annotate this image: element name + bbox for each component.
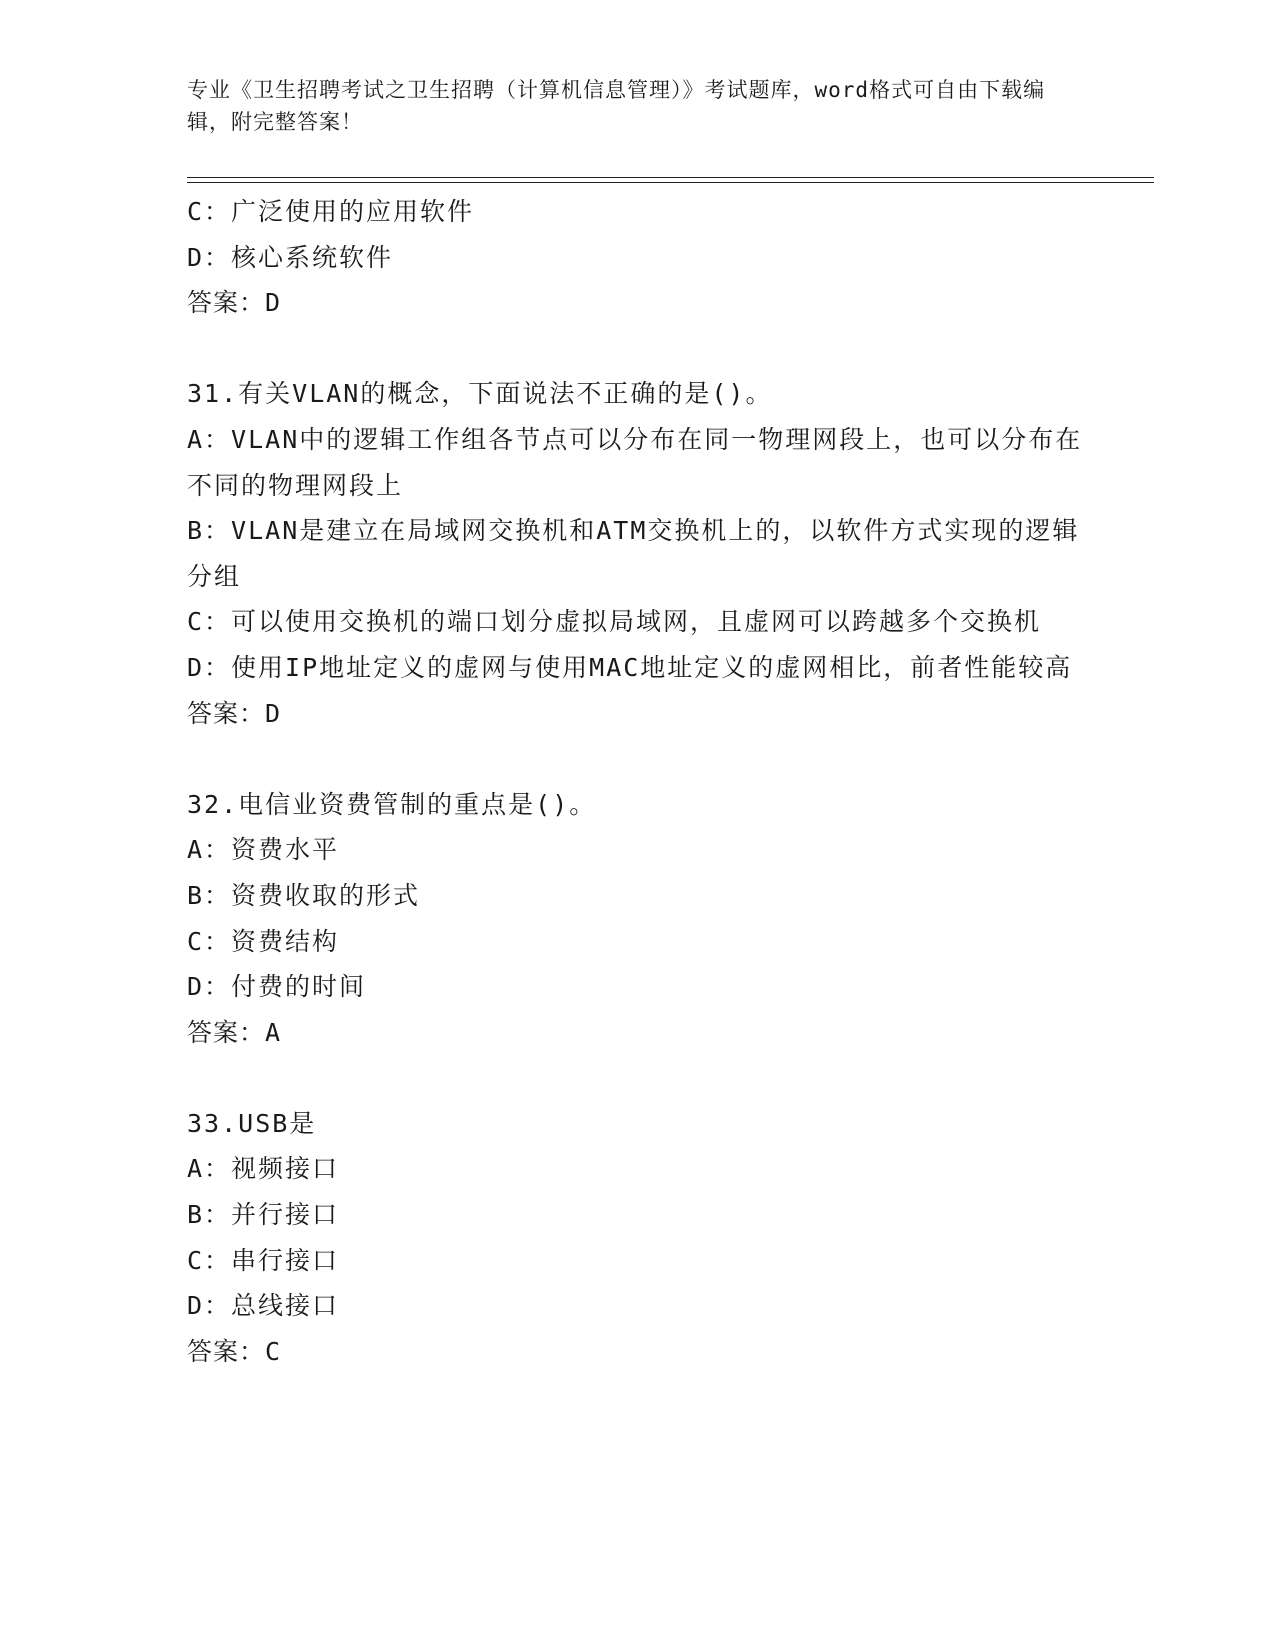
option-a: A：VLAN中的逻辑工作组各节点可以分布在同一物理网段上，也可以分布在不同的物理网段上: [187, 424, 1083, 500]
spacer: [187, 1055, 1087, 1101]
question-32: [187, 782, 1087, 1056]
question-text: 31.有关VLAN的概念，下面说法不正确的是()。: [187, 379, 773, 409]
answer: 答案：A: [187, 1017, 282, 1047]
question-31: [187, 371, 1087, 736]
answer: 答案：C: [187, 1336, 282, 1366]
option-d: D：核心系统软件: [187, 242, 394, 272]
question-33: [187, 1101, 1087, 1375]
option-d: D：总线接口: [187, 1291, 340, 1321]
spacer: [187, 326, 1087, 372]
option-c: C：资费结构: [187, 926, 340, 956]
option-c: C：串行接口: [187, 1245, 340, 1275]
header-intro-text: 专业《卫生招聘考试之卫生招聘（计算机信息管理）》考试题库，word格式可自由下载编辑，附完整答案！: [187, 78, 1046, 134]
option-d: D：使用IP地址定义的虚网与使用MAC地址定义的虚网相比，前者性能较高: [187, 652, 1073, 682]
option-d: D：付费的时间: [187, 972, 367, 1002]
option-b: B：资费收取的形式: [187, 880, 421, 910]
option-a: A：视频接口: [187, 1154, 340, 1184]
document-header: [187, 74, 1077, 138]
header-divider-bottom: [187, 182, 1154, 183]
header-divider-top: [187, 177, 1154, 178]
question-text: 32.电信业资费管制的重点是()。: [187, 789, 597, 819]
answer: 答案：D: [187, 288, 282, 318]
question-30-tail: [187, 189, 1087, 326]
option-a: A：资费水平: [187, 835, 340, 865]
option-c: C：广泛使用的应用软件: [187, 197, 475, 226]
question-text: 33.USB是: [187, 1108, 317, 1138]
answer: 答案：D: [187, 698, 282, 728]
option-b: B：VLAN是建立在局域网交换机和ATM交换机上的，以软件方式实现的逻辑分组: [187, 516, 1080, 591]
question-list: [187, 189, 1087, 1374]
option-b: B：并行接口: [187, 1200, 340, 1230]
spacer: [187, 736, 1087, 782]
option-c: C：可以使用交换机的端口划分虚拟局域网，且虚网可以跨越多个交换机: [187, 607, 1042, 637]
